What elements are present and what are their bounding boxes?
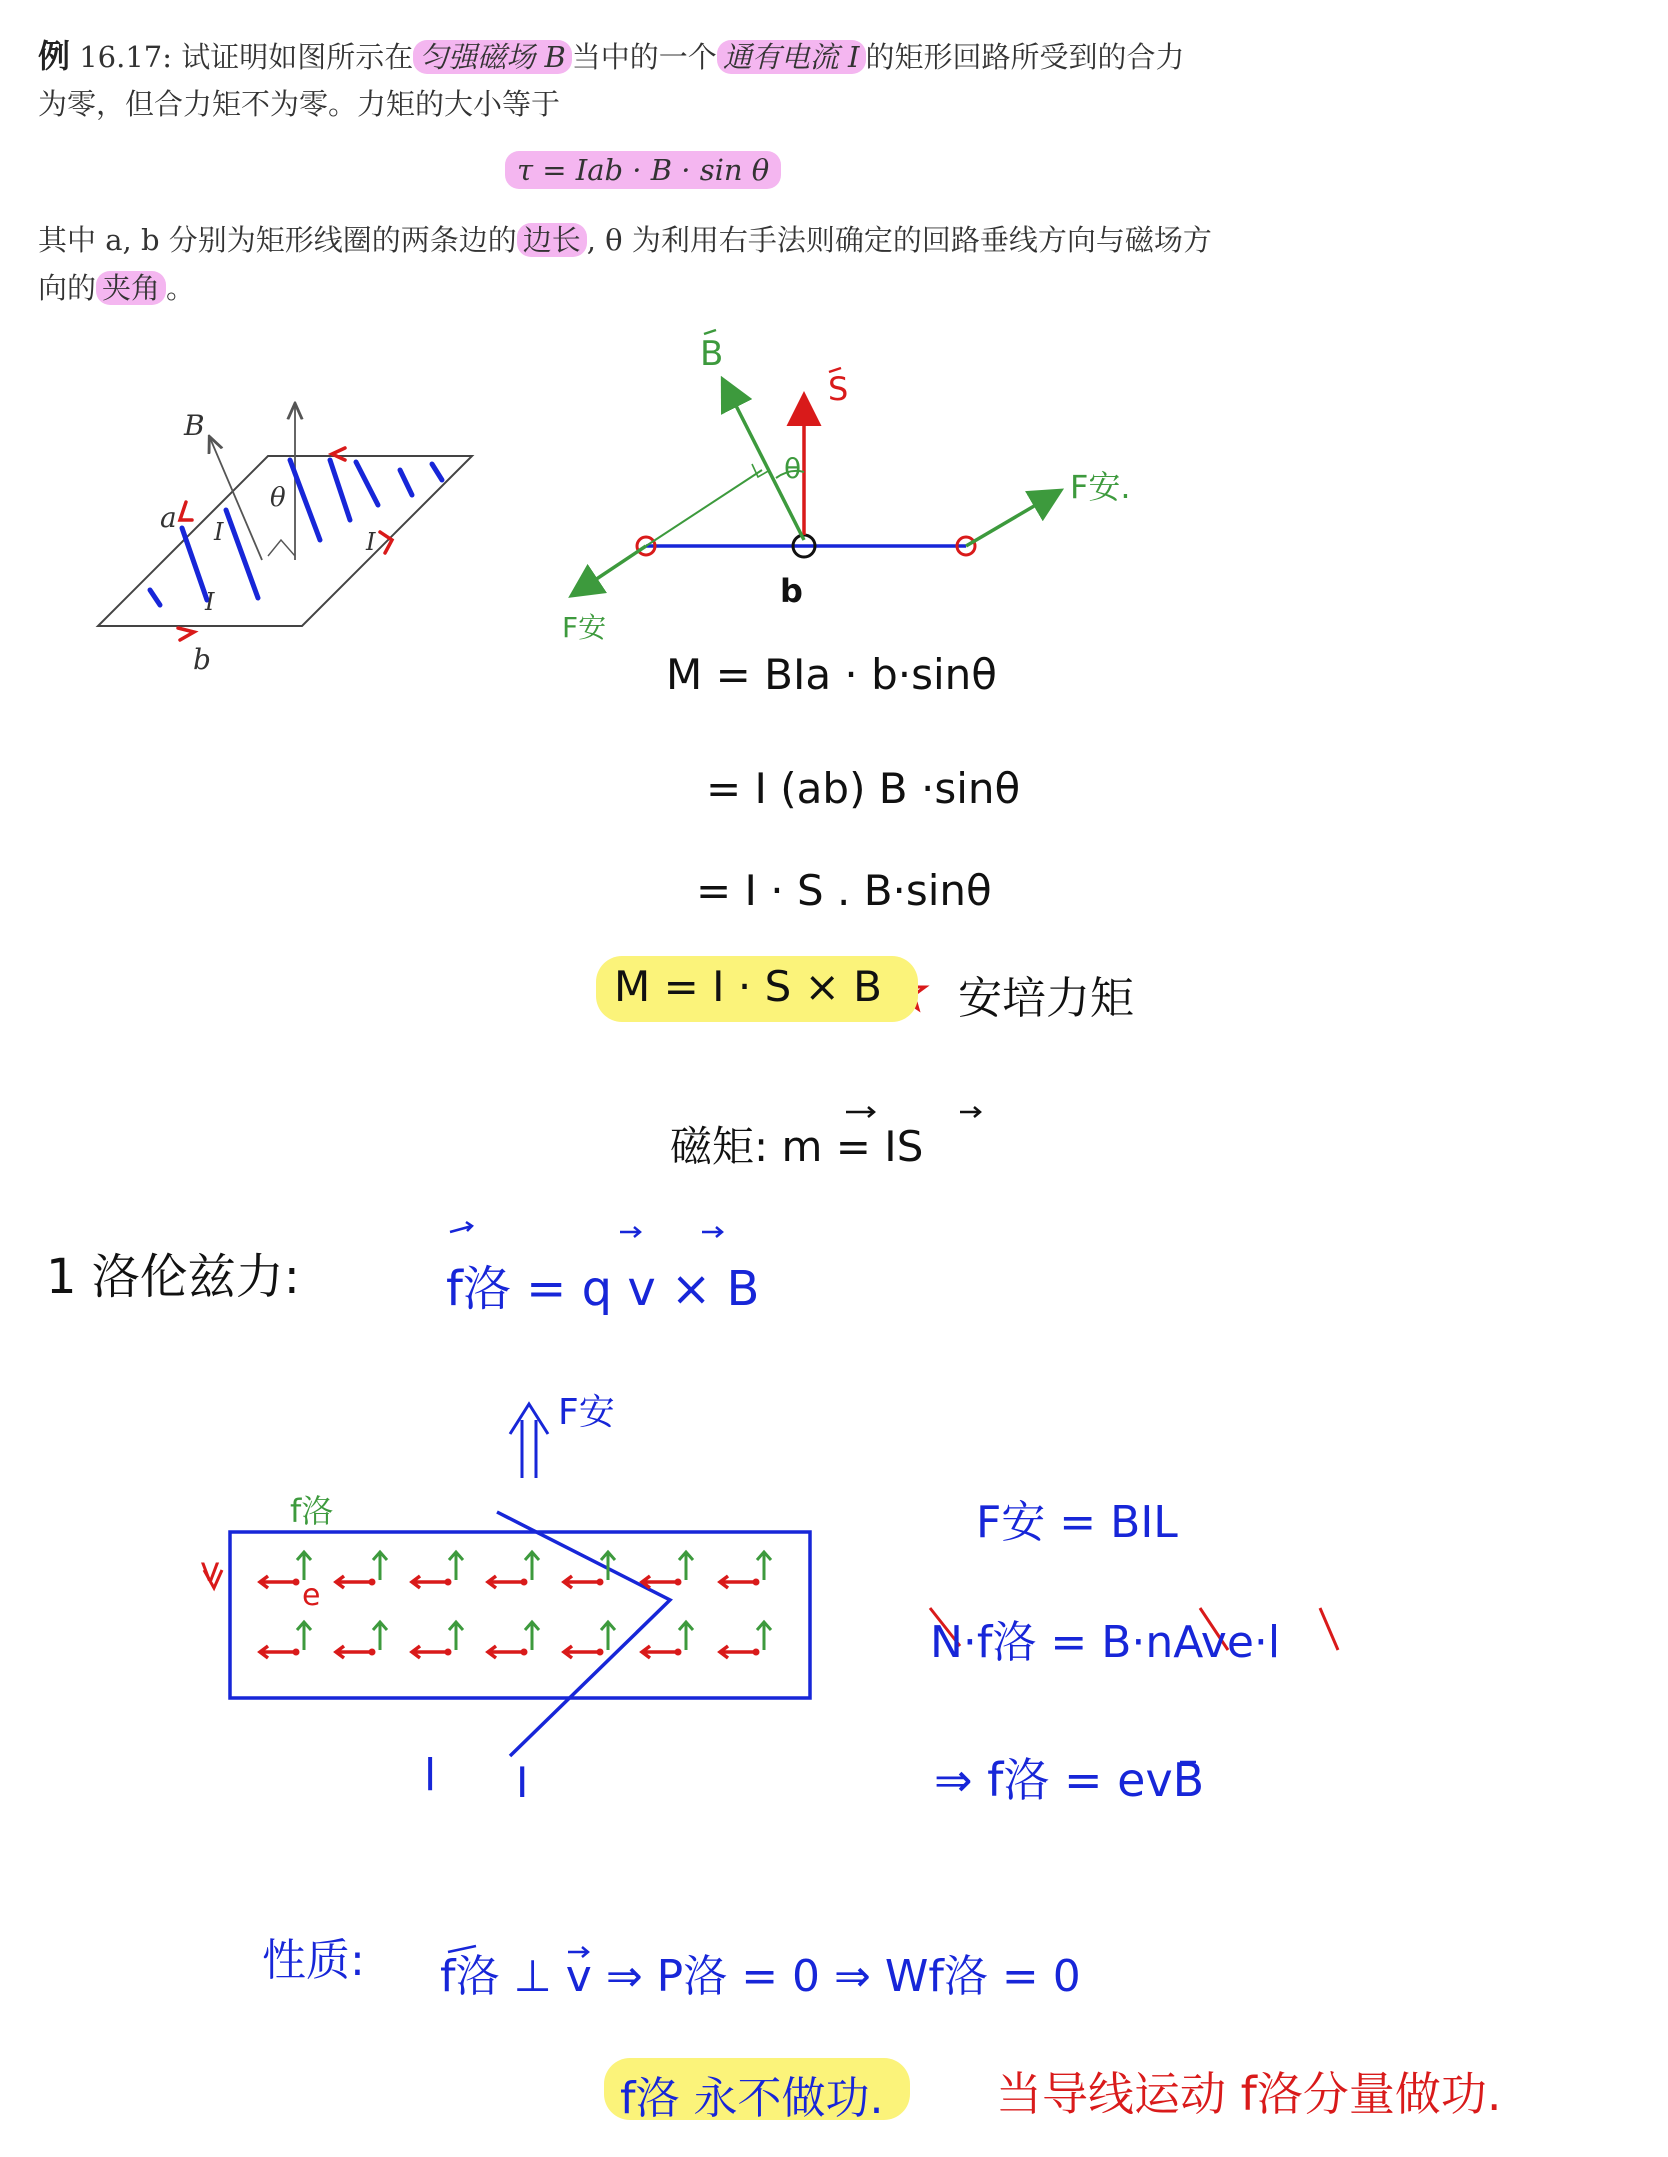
velocity-arrow	[564, 1576, 600, 1588]
highlight-uniform-field: 匀强磁场 B	[413, 40, 572, 74]
force-arrow	[373, 1552, 387, 1580]
problem-line-4: 向的 夹角 。	[38, 271, 196, 305]
velocity-arrow	[642, 1576, 678, 1588]
highlight-current: 通有电流 I	[717, 40, 866, 74]
velocity-arrow	[336, 1646, 372, 1658]
electron-dot	[521, 1649, 528, 1656]
velocity-arrow	[260, 1646, 296, 1658]
label-I: I	[516, 1758, 529, 1807]
electron-dot	[753, 1579, 760, 1586]
electron-dot	[675, 1579, 682, 1586]
velocity-arrow	[720, 1576, 756, 1588]
property-label: 性质:	[262, 1935, 365, 1986]
electron	[336, 1552, 387, 1588]
torque-eq-3: = I · S . B·sinθ	[696, 866, 992, 915]
perp-line	[646, 470, 762, 546]
highlight-side-length: 边长	[517, 223, 587, 257]
electron-dot	[369, 1649, 376, 1656]
left-label-I-2: I	[205, 588, 215, 616]
force-arrow	[297, 1552, 311, 1580]
right-label-S: S	[828, 370, 849, 408]
label-l: l	[424, 1750, 437, 1801]
label-v: v	[200, 1550, 221, 1590]
electron	[642, 1552, 693, 1588]
highlight-angle: 夹角	[96, 271, 166, 305]
right-figure	[574, 330, 1058, 594]
lorentz-formula: f洛 = q v × B	[446, 1261, 760, 1317]
blue-hatching	[150, 460, 442, 605]
force-arrow	[601, 1622, 615, 1650]
eq-result: ⇒ f洛 = evB	[934, 1753, 1205, 1807]
force-arrow	[757, 1552, 771, 1580]
problem-line-1: 例 16.17: 试证明如图所示在 匀强磁场 B 当中的一个 通有电流 I 的矩形回路所受到的合力	[38, 37, 1185, 75]
label-f-luo: f洛	[290, 1492, 334, 1530]
left-label-I-1: I	[214, 518, 224, 546]
label-e: e	[302, 1578, 321, 1613]
force-arrow	[679, 1552, 693, 1580]
force-arrow	[525, 1552, 539, 1580]
electron-dot	[675, 1649, 682, 1656]
torque-eq-4-note: 安培力矩	[958, 973, 1134, 1024]
force-arrow	[757, 1622, 771, 1650]
electron-dot	[445, 1649, 452, 1656]
problem-line-2: 为零，但合力矩不为零。力矩的大小等于	[38, 87, 561, 121]
force-arrow	[679, 1622, 693, 1650]
right-label-b: b	[780, 572, 803, 610]
velocity-arrow	[412, 1576, 448, 1588]
velocity-arrow	[564, 1646, 600, 1658]
velocity-arrow	[412, 1646, 448, 1658]
electron	[260, 1622, 311, 1658]
velocity-arrow	[336, 1576, 372, 1588]
velocity-arrow	[720, 1646, 756, 1658]
force-arrow	[449, 1552, 463, 1580]
strike-l	[1320, 1608, 1338, 1650]
electron	[488, 1552, 539, 1588]
electron-dot	[597, 1649, 604, 1656]
current-path-line	[497, 1512, 670, 1756]
electron	[720, 1622, 771, 1658]
right-label-F-right: F安.	[1070, 468, 1131, 506]
magnetic-moment: 磁矩: m = IS	[670, 1122, 924, 1171]
force-arrow	[525, 1622, 539, 1650]
torque-eq-1: M = BIa · b·sinθ	[666, 650, 997, 699]
example-label: 例	[38, 37, 71, 75]
note-red: 当导线运动 f洛分量做功.	[996, 2067, 1502, 2121]
electron	[720, 1552, 771, 1588]
conductor-rectangle	[230, 1532, 810, 1698]
electron	[336, 1622, 387, 1658]
electron	[564, 1622, 615, 1658]
electron	[412, 1552, 463, 1588]
velocity-arrow	[488, 1646, 524, 1658]
label-F-an: F安	[558, 1392, 615, 1433]
left-label-I-3: I	[366, 528, 376, 556]
electron-dot	[293, 1579, 300, 1586]
lorentz-vector-marks	[450, 1222, 722, 1237]
left-label-b: b	[193, 643, 211, 676]
eq-F-an: F安 = BIL	[976, 1497, 1178, 1548]
velocity-arrow	[488, 1576, 524, 1588]
velocity-arrow	[642, 1646, 678, 1658]
force-arrow	[449, 1622, 463, 1650]
left-label-a: a	[160, 501, 177, 534]
lorentz-heading: 1 洛伦兹力:	[46, 1249, 300, 1305]
electron-grid	[260, 1552, 771, 1658]
force-left-arrow	[574, 546, 646, 594]
electron-dot	[597, 1579, 604, 1586]
torque-eq-2: = I (ab) B ·sinθ	[706, 764, 1021, 813]
right-label-F-left: F安	[562, 611, 607, 644]
electron	[488, 1622, 539, 1658]
electron	[412, 1622, 463, 1658]
electron-dot	[521, 1579, 528, 1586]
right-label-B: B	[700, 334, 724, 374]
electron	[642, 1622, 693, 1658]
left-label-B: B	[184, 409, 205, 442]
force-arrow	[297, 1622, 311, 1650]
conclusion: f洛 永不做功.	[620, 2073, 884, 2124]
force-arrow	[373, 1622, 387, 1650]
double-arrow-up	[510, 1404, 548, 1478]
torque-formula: τ = Iab · B · sin θ	[505, 151, 781, 189]
example-number: 16.17:	[79, 40, 173, 74]
problem-line-3: 其中 a, b 分别为矩形线圈的两条边的 边长 , θ 为利用右手法则确定的回路垂线方向与磁场方	[38, 223, 1212, 257]
force-right-arrow	[966, 492, 1058, 546]
torque-eq-4: M = I · S × B	[614, 962, 882, 1011]
velocity-arrow	[260, 1576, 296, 1588]
electron-dot	[369, 1579, 376, 1586]
electron-dot	[445, 1579, 452, 1586]
left-label-theta: θ	[270, 483, 286, 513]
left-figure	[98, 405, 472, 640]
right-label-theta: θ	[784, 452, 802, 485]
electron-dot	[293, 1649, 300, 1656]
eq-N: N·f洛 = B·nAve·l	[930, 1617, 1281, 1668]
conductor-figure	[204, 1404, 810, 1756]
property-eq: f洛 ⊥ v ⇒ P洛 = 0 ⇒ Wf洛 = 0	[440, 1951, 1081, 2002]
angle-mark	[268, 540, 295, 556]
electron-dot	[753, 1649, 760, 1656]
